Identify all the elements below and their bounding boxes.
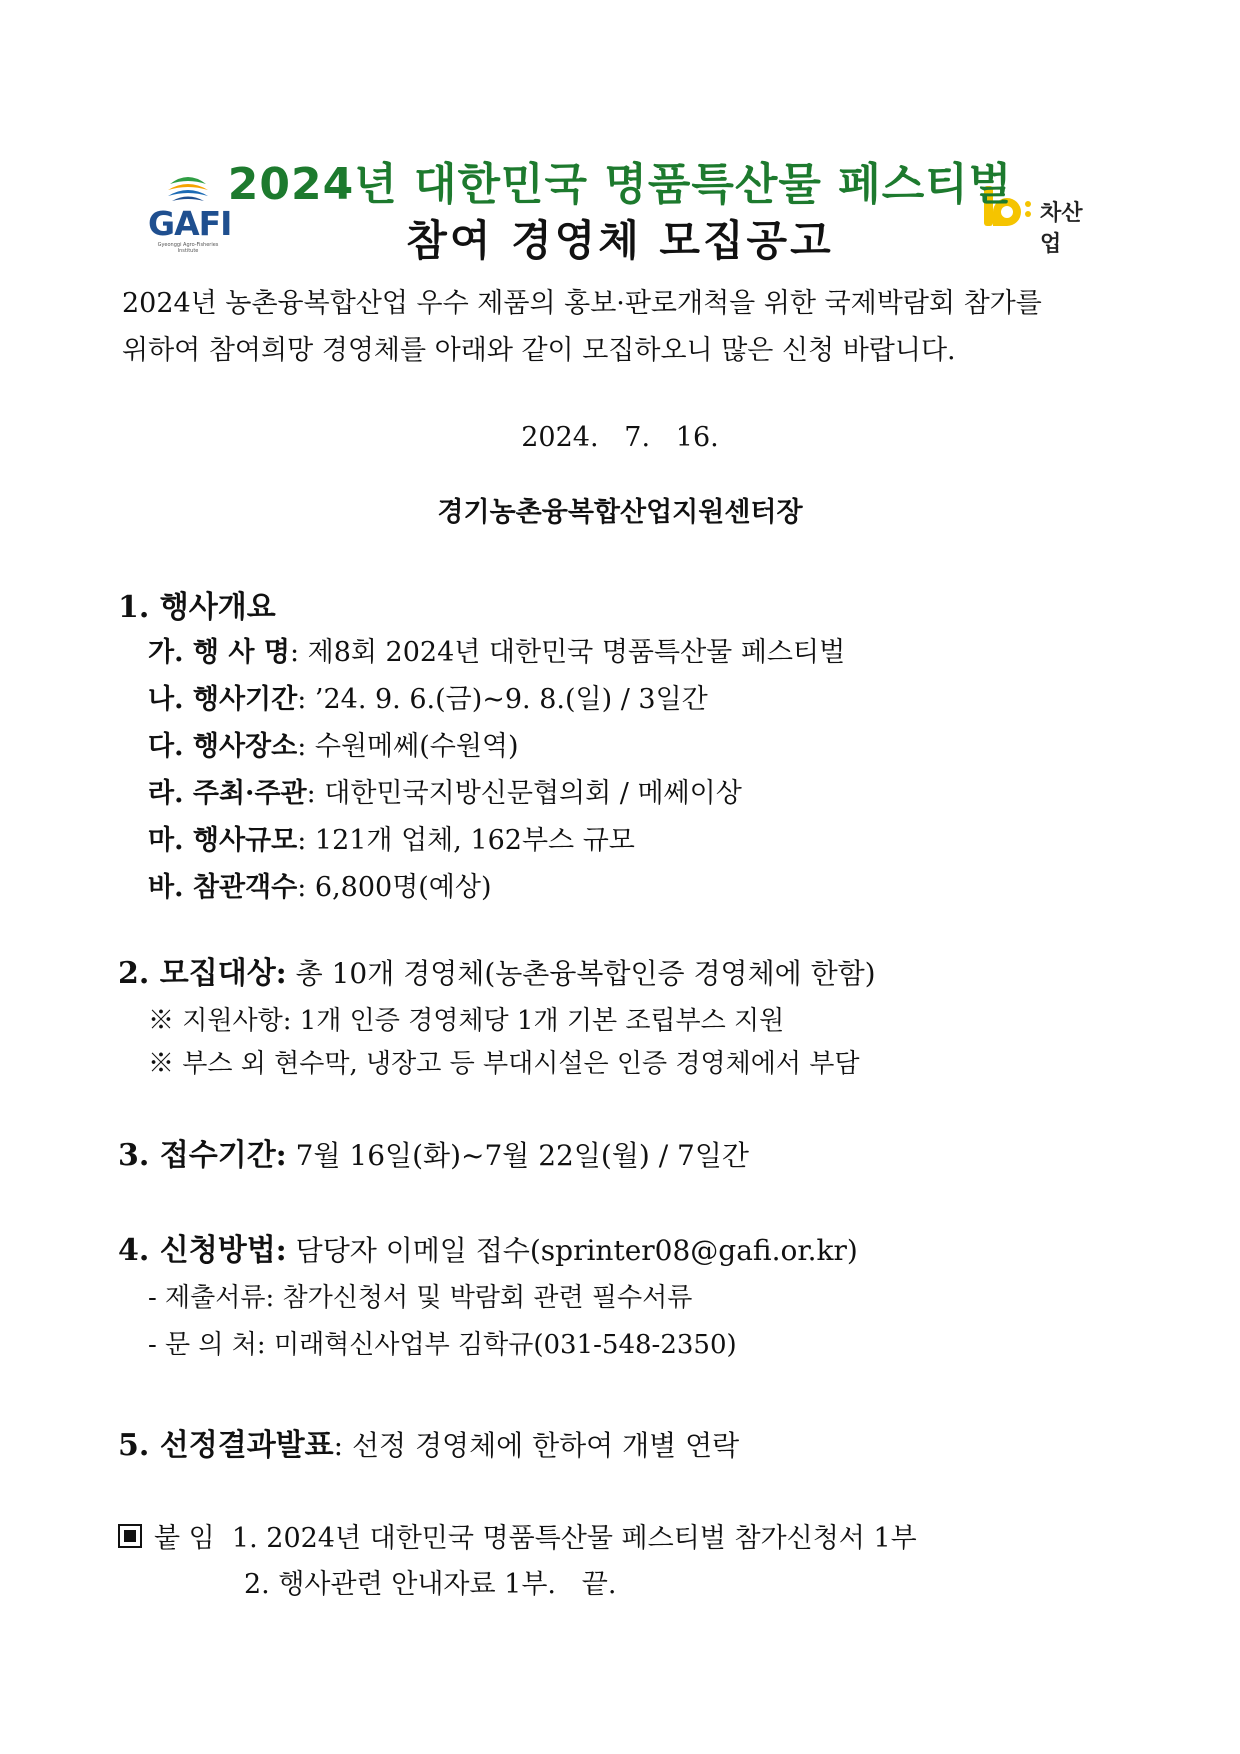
intro-line-1: 2024년 농촌융복합산업 우수 제품의 홍보·판로개척을 위한 국제박람회 참가를 — [122, 288, 1042, 319]
attachment-2: 2. 행사관련 안내자료 1부. 끝. — [244, 1569, 617, 1600]
event-name-value: : 제8회 2024년 대한민국 명품특산물 페스티벌 — [289, 637, 846, 668]
section-2-note-1: ※ 지원사항: 1개 인증 경영체당 1개 기본 조립부스 지원 — [148, 1006, 785, 1036]
section-1-title: 1. 행사개요 — [118, 590, 276, 625]
event-period-value: : ’24. 9. 6.(금)~9. 8.(일) / 3일간 — [297, 684, 708, 715]
six-industry-logo-text: 차산업 — [1040, 201, 1083, 257]
section-4-note-1: - 제출서류: 참가신청서 및 박람회 관련 필수서류 — [148, 1283, 693, 1313]
section-1-heading — [118, 582, 276, 626]
event-period-label: 나. 행사기간 — [148, 684, 298, 715]
section-2-title: 2. 모집대상: — [118, 956, 287, 991]
section-5-row — [118, 1420, 739, 1464]
section-2-row — [118, 948, 876, 992]
section-3-row — [118, 1130, 749, 1174]
event-scale-value: : 121개 업체, 162부스 규모 — [297, 825, 635, 856]
attachment-bullet-icon — [118, 1524, 142, 1548]
event-scale-label: 마. 행사규모 — [148, 825, 298, 856]
intro-line-2: 위하여 참여희망 경영체를 아래와 같이 모집하오니 많은 신청 바랍니다. — [122, 335, 956, 366]
notice-subtitle: 참여 경영체 모집공고 — [406, 216, 834, 265]
event-host-value: : 대한민국지방신문협의회 / 메쎄이상 — [306, 778, 742, 809]
gafi-logo-subtitle: Gyeonggi Agro-Fisheries Institute — [157, 242, 219, 254]
event-host-row — [148, 771, 742, 810]
section-5-title: 5. 선정결과발표 — [118, 1428, 334, 1463]
event-name-label: 가. 행 사 명 — [148, 637, 290, 668]
notice-title: 2024년 대한민국 명품특산물 페스티벌 — [227, 159, 1013, 210]
section-4-row — [118, 1225, 858, 1269]
event-scale-row — [148, 818, 635, 857]
issuer-name: 경기농촌융복합산업지원센터장 — [437, 497, 803, 528]
event-venue-value: : 수원메쎄(수원역) — [297, 731, 519, 762]
event-visitors-row — [148, 865, 492, 904]
attachment-1: 1. 2024년 대한민국 명품특산물 페스티벌 참가신청서 1부 — [231, 1523, 917, 1554]
section-4-value: 담당자 이메일 접수(sprinter08@gafi.or.kr) — [286, 1234, 858, 1267]
attachments-row-1 — [118, 1516, 917, 1555]
event-venue-row — [148, 724, 519, 763]
event-visitors-value: : 6,800명(예상) — [297, 872, 492, 903]
section-5-value: : 선정 경영체에 한하여 개별 연락 — [333, 1429, 740, 1462]
event-name-row — [148, 630, 845, 669]
event-venue-label: 다. 행사장소 — [148, 731, 298, 762]
section-2-note-2: ※ 부스 외 현수막, 냉장고 등 부대시설은 인증 경영체에서 부담 — [148, 1049, 860, 1079]
section-3-value: 7월 16일(화)~7월 22일(월) / 7일간 — [286, 1139, 749, 1172]
section-4-title: 4. 신청방법: — [118, 1233, 287, 1268]
gafi-logo-text: GAFI — [148, 204, 232, 243]
section-4-note-2: - 문 의 처: 미래혁신사업부 김학규(031-548-2350) — [148, 1330, 737, 1360]
section-2-value: 총 10개 경영체(농촌융복합인증 경영체에 한함) — [286, 957, 876, 990]
event-period-row — [148, 677, 708, 716]
attachments-label: 붙 임 — [154, 1523, 215, 1554]
section-3-title: 3. 접수기간: — [118, 1138, 287, 1173]
notice-date: 2024. 7. 16. — [521, 422, 719, 453]
event-visitors-label: 바. 참관객수 — [148, 872, 298, 903]
event-host-label: 라. 주최·주관 — [148, 778, 307, 809]
